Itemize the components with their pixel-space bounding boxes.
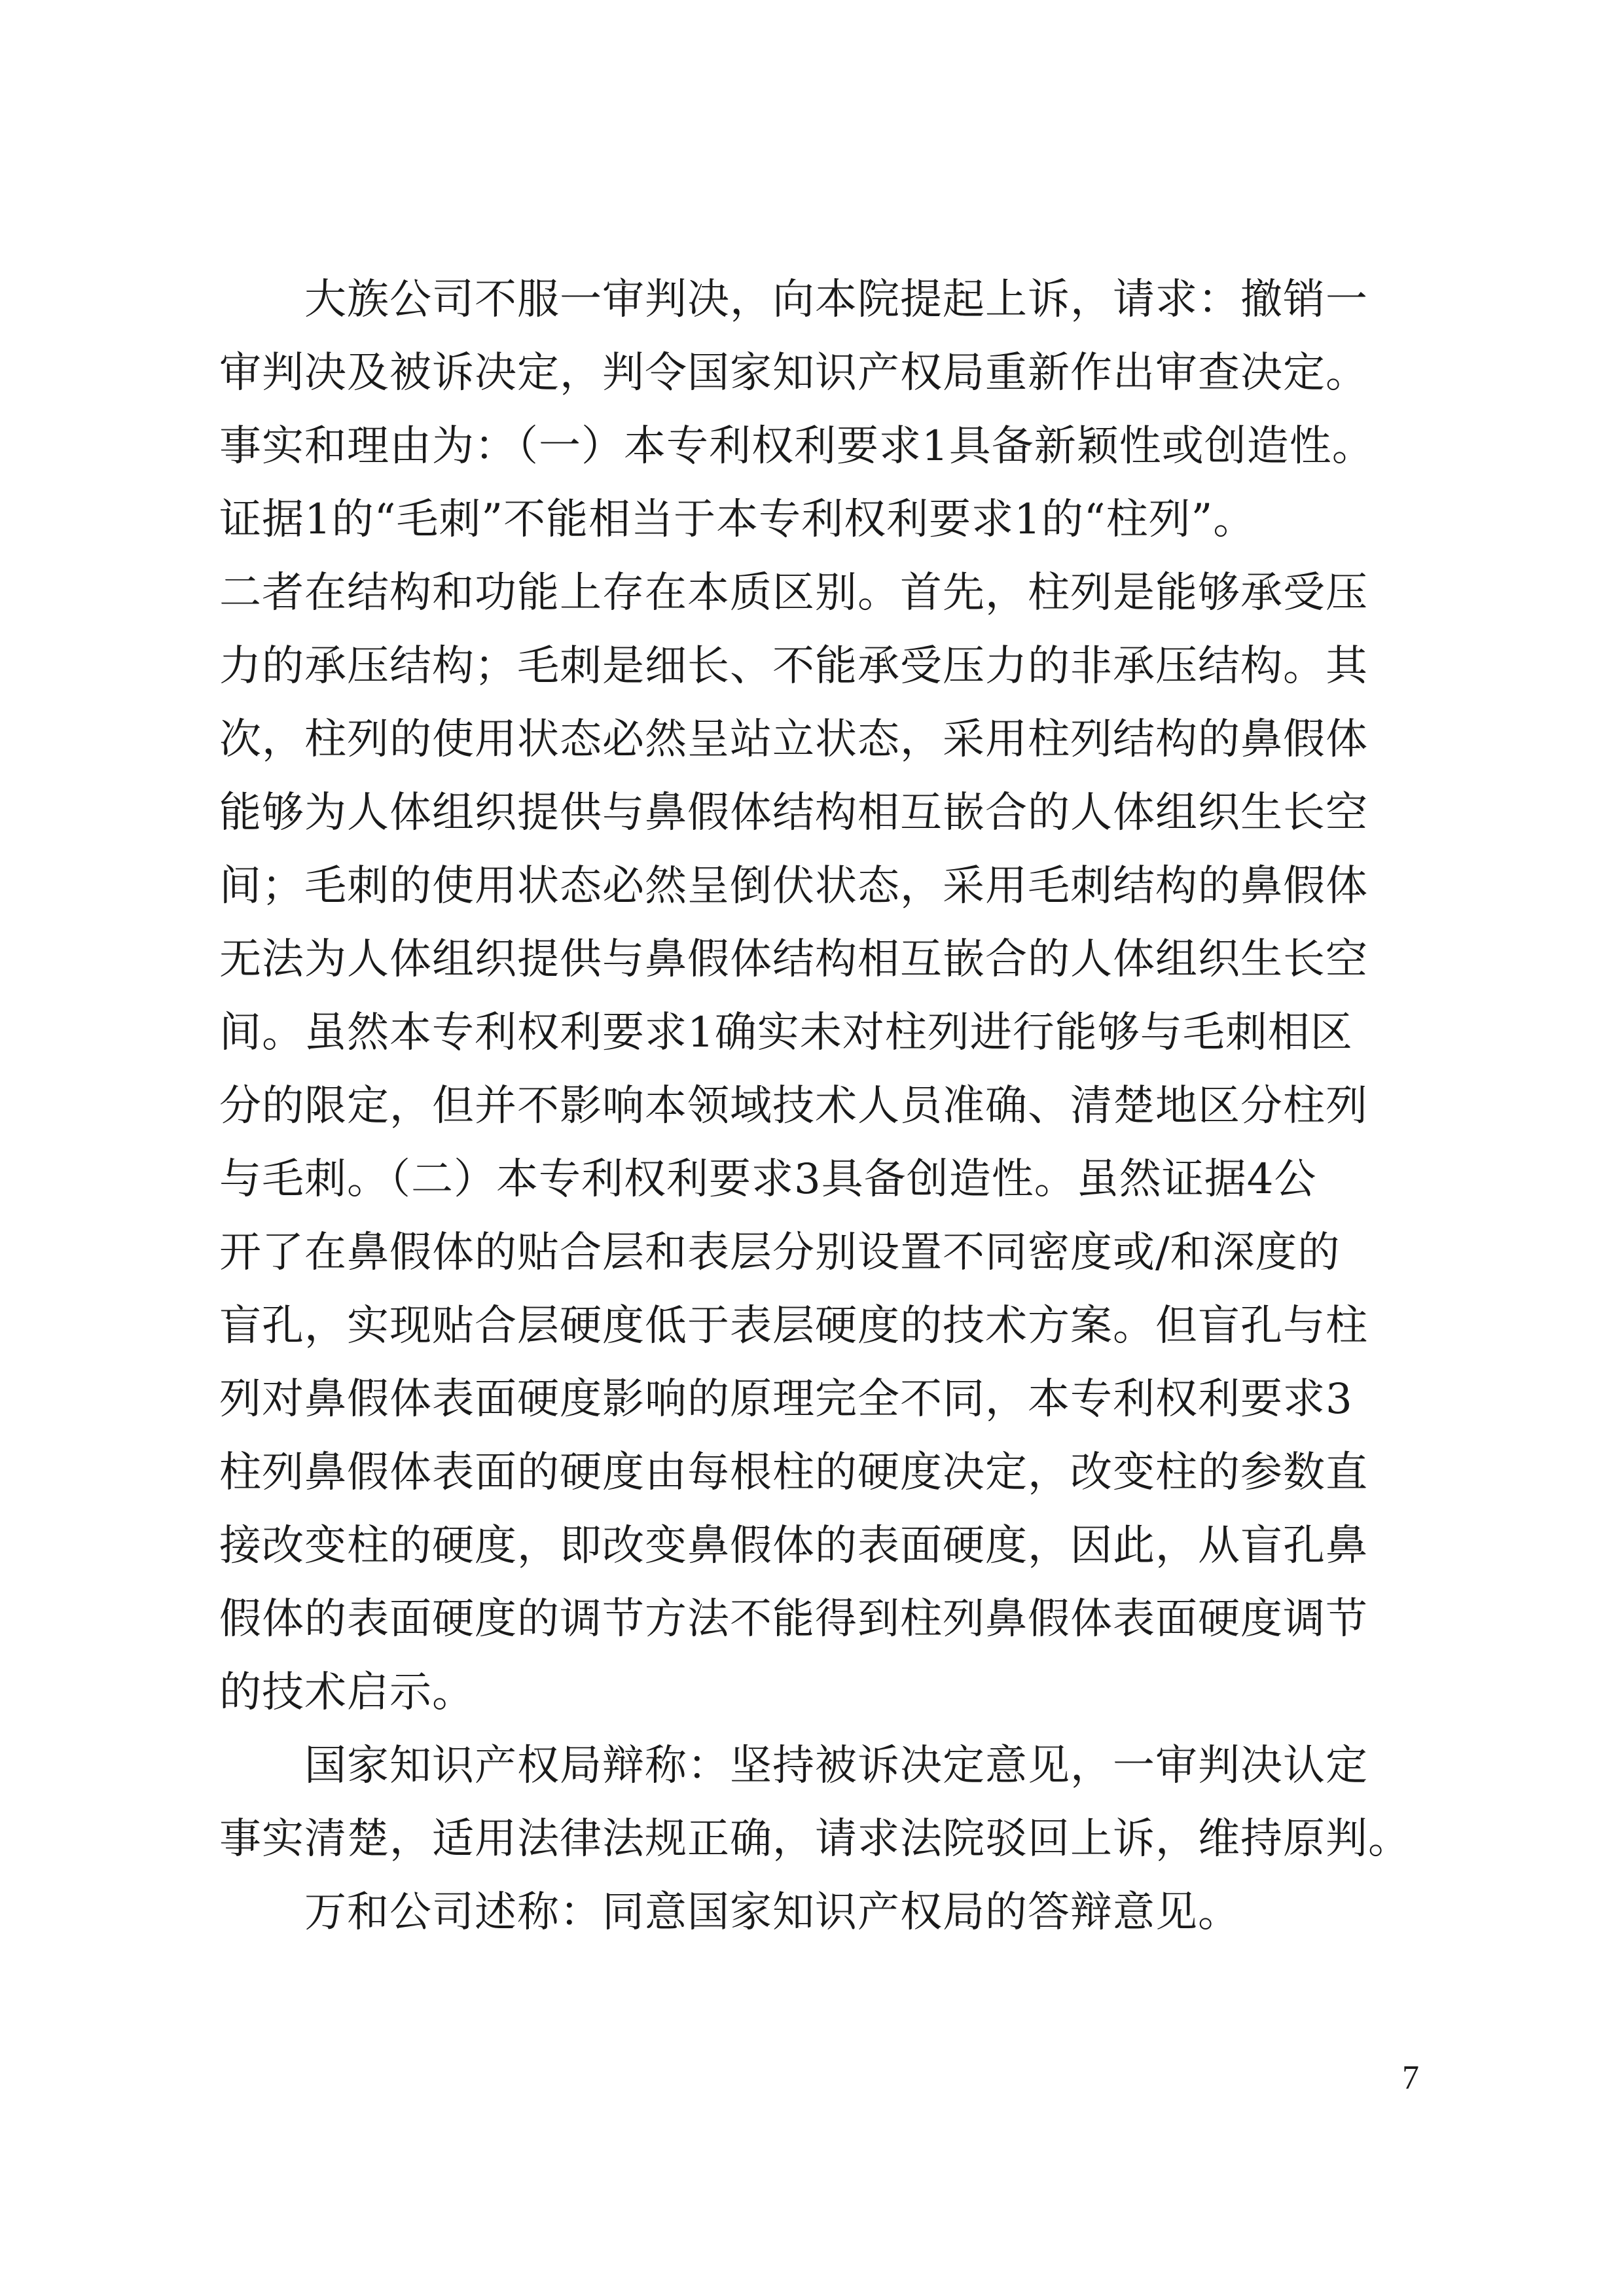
- paragraph-line: 事实清楚，适用法律法规正确，请求法院驳回上诉，维持原判。: [219, 1815, 1411, 1863]
- paragraph-line: 审判决及被诉决定，判令国家知识产权局重新作出审查决定。: [219, 349, 1368, 397]
- paragraph-line: 开了在鼻假体的贴合层和表层分别设置不同密度或/和深度的: [219, 1229, 1341, 1277]
- paragraph-line: 万和公司述称：同意国家知识产权局的答辩意见。: [304, 1888, 1240, 1937]
- paragraph-line: 二者在结构和功能上存在本质区别。首先，柱列是能够承受压: [219, 569, 1368, 617]
- paragraph-line: 能够为人体组织提供与鼻假体结构相互嵌合的人体组织生长空: [219, 789, 1368, 837]
- page-number: 7: [1402, 2059, 1419, 2096]
- paragraph-line: 与毛刺。（二）本专利权利要求3具备创造性。虽然证据4公: [219, 1155, 1317, 1204]
- paragraph-line: 的技术启示。: [219, 1668, 475, 1717]
- paragraph-line: 大族公司不服一审判决，向本院提起上诉，请求：撤销一: [304, 276, 1368, 324]
- paragraph-line: 间；毛刺的使用状态必然呈倒伏状态，采用毛刺结构的鼻假体: [219, 862, 1368, 910]
- paragraph-line: 力的承压结构；毛刺是细长、不能承受压力的非承压结构。其: [219, 642, 1368, 691]
- paragraph-line: 分的限定，但并不影响本领域技术人员准确、清楚地区分柱列: [219, 1082, 1368, 1130]
- paragraph-line: 间。虽然本专利权利要求1确实未对柱列进行能够与毛刺相区: [219, 1009, 1353, 1057]
- paragraph-line: 接改变柱的硬度，即改变鼻假体的表面硬度，因此，从盲孔鼻: [219, 1522, 1368, 1570]
- paragraph-line: 次，柱列的使用状态必然呈站立状态，采用柱列结构的鼻假体: [219, 715, 1368, 764]
- paragraph-line: 列对鼻假体表面硬度影响的原理完全不同，本专利权利要求3: [219, 1375, 1353, 1424]
- paragraph-line: 盲孔，实现贴合层硬度低于表层硬度的技术方案。但盲孔与柱: [219, 1302, 1368, 1350]
- paragraph-line: 假体的表面硬度的调节方法不能得到柱列鼻假体表面硬度调节: [219, 1595, 1368, 1643]
- paragraph-line: 无法为人体组织提供与鼻假体结构相互嵌合的人体组织生长空: [219, 935, 1368, 984]
- paragraph-line: 证据1的“毛刺”不能相当于本专利权利要求1的“柱列”。: [219, 495, 1256, 544]
- paragraph-line: 事实和理由为：（一）本专利权利要求1具备新颖性或创造性。: [219, 422, 1375, 471]
- paragraph-line: 柱列鼻假体表面的硬度由每根柱的硬度决定，改变柱的参数直: [219, 1448, 1368, 1497]
- paragraph-line: 国家知识产权局辩称：坚持被诉决定意见，一审判决认定: [304, 1742, 1368, 1790]
